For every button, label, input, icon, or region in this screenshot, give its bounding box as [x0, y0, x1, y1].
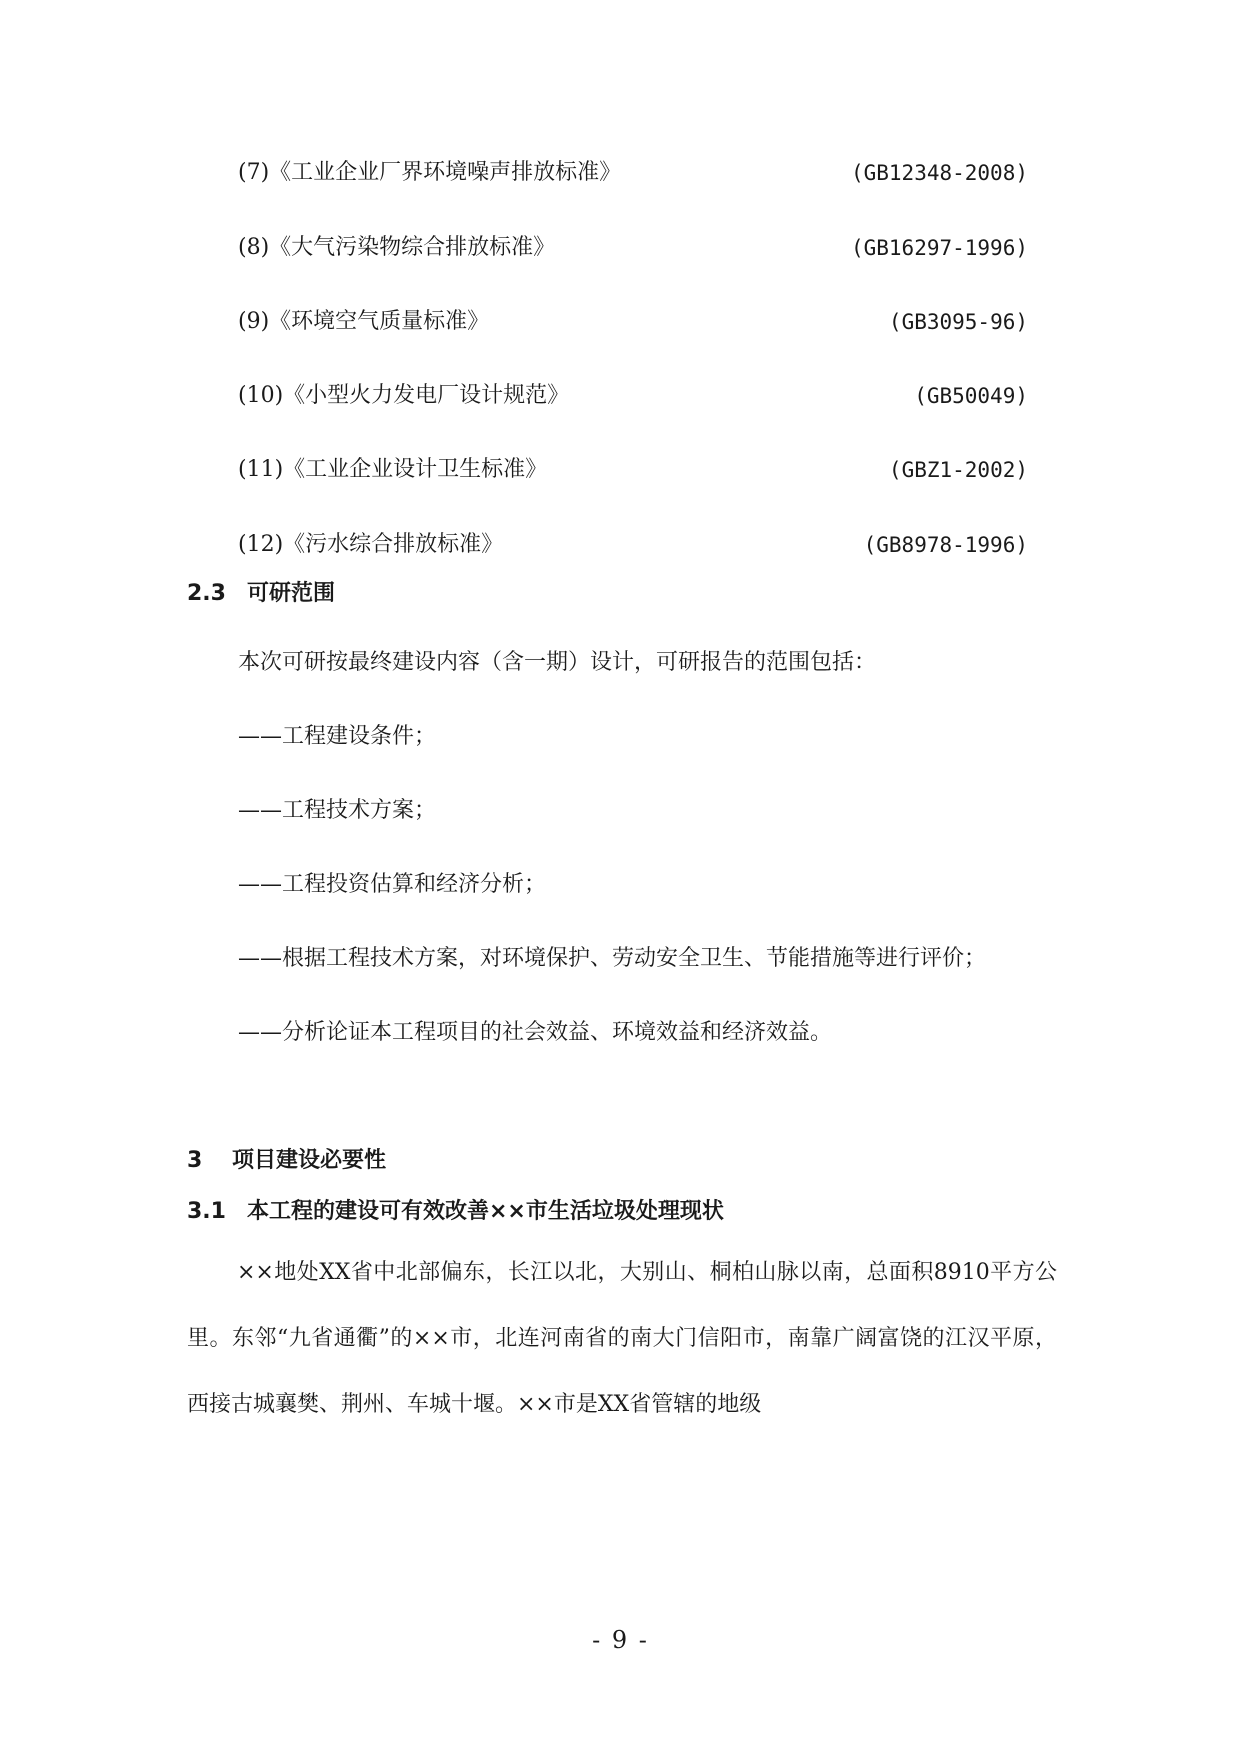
standard-code: (GB3095-96) — [888, 310, 1028, 334]
section-title: 项目建设必要性 — [232, 1148, 387, 1173]
scope-item: ——工程技术方案； — [238, 798, 437, 823]
standard-code: (GB16297-1996) — [850, 236, 1028, 260]
section-heading-3 — [187, 1146, 386, 1176]
section-heading-3-1 — [187, 1197, 724, 1227]
section-title: 本工程的建设可有效改善××市生活垃圾处理现状 — [247, 1199, 724, 1224]
standard-code: (GB12348-2008) — [850, 161, 1028, 185]
standard-row — [238, 307, 1028, 337]
standard-code: (GBZ1-2002) — [888, 458, 1028, 482]
standard-code: (GB8978-1996) — [863, 533, 1028, 557]
standard-title: (10)《小型火力发电厂设计规范》 — [238, 383, 570, 408]
standard-row — [238, 530, 1028, 560]
scope-item: ——工程建设条件； — [238, 724, 437, 749]
section-number: 2.3 — [187, 581, 226, 606]
section-title: 可研范围 — [247, 581, 336, 606]
standard-title: (9)《环境空气质量标准》 — [238, 309, 490, 334]
section-number: 3 — [187, 1148, 203, 1173]
standard-title: (8)《大气污染物综合排放标准》 — [238, 235, 556, 260]
standard-title: (11)《工业企业设计卫生标准》 — [238, 457, 548, 482]
page-number: - 9 - — [592, 1626, 649, 1654]
standard-row — [238, 158, 1028, 188]
section-number: 3.1 — [187, 1199, 226, 1224]
standard-row — [238, 381, 1028, 411]
scope-intro: 本次可研按最终建设内容（含一期）设计，可研报告的范围包括： — [238, 650, 877, 675]
body-paragraph: ××地处XX省中北部偏东，长江以北，大别山、桐柏山脉以南，总面积8910平方公里。东邻“九省通衢”的××市，北连河南省的南大门信阳市，南靠广阔富饶的江汉平原，西接古城襄樊、荆州、车城十堰。××市是XX省管辖的地级 — [187, 1260, 1057, 1417]
standard-title: (12)《污水综合排放标准》 — [238, 532, 504, 557]
section-heading-2-3 — [187, 579, 335, 609]
scope-item: ——分析论证本工程项目的社会效益、环境效益和经济效益。 — [238, 1020, 833, 1045]
scope-item: ——根据工程技术方案，对环境保护、劳动安全卫生、节能措施等进行评价； — [238, 946, 987, 971]
standard-row — [238, 455, 1028, 485]
standard-code: (GB50049) — [914, 384, 1028, 408]
standard-title: (7)《工业企业厂界环境噪声排放标准》 — [238, 160, 622, 185]
scope-item: ——工程投资估算和经济分析； — [238, 872, 547, 897]
standard-row — [238, 233, 1028, 263]
